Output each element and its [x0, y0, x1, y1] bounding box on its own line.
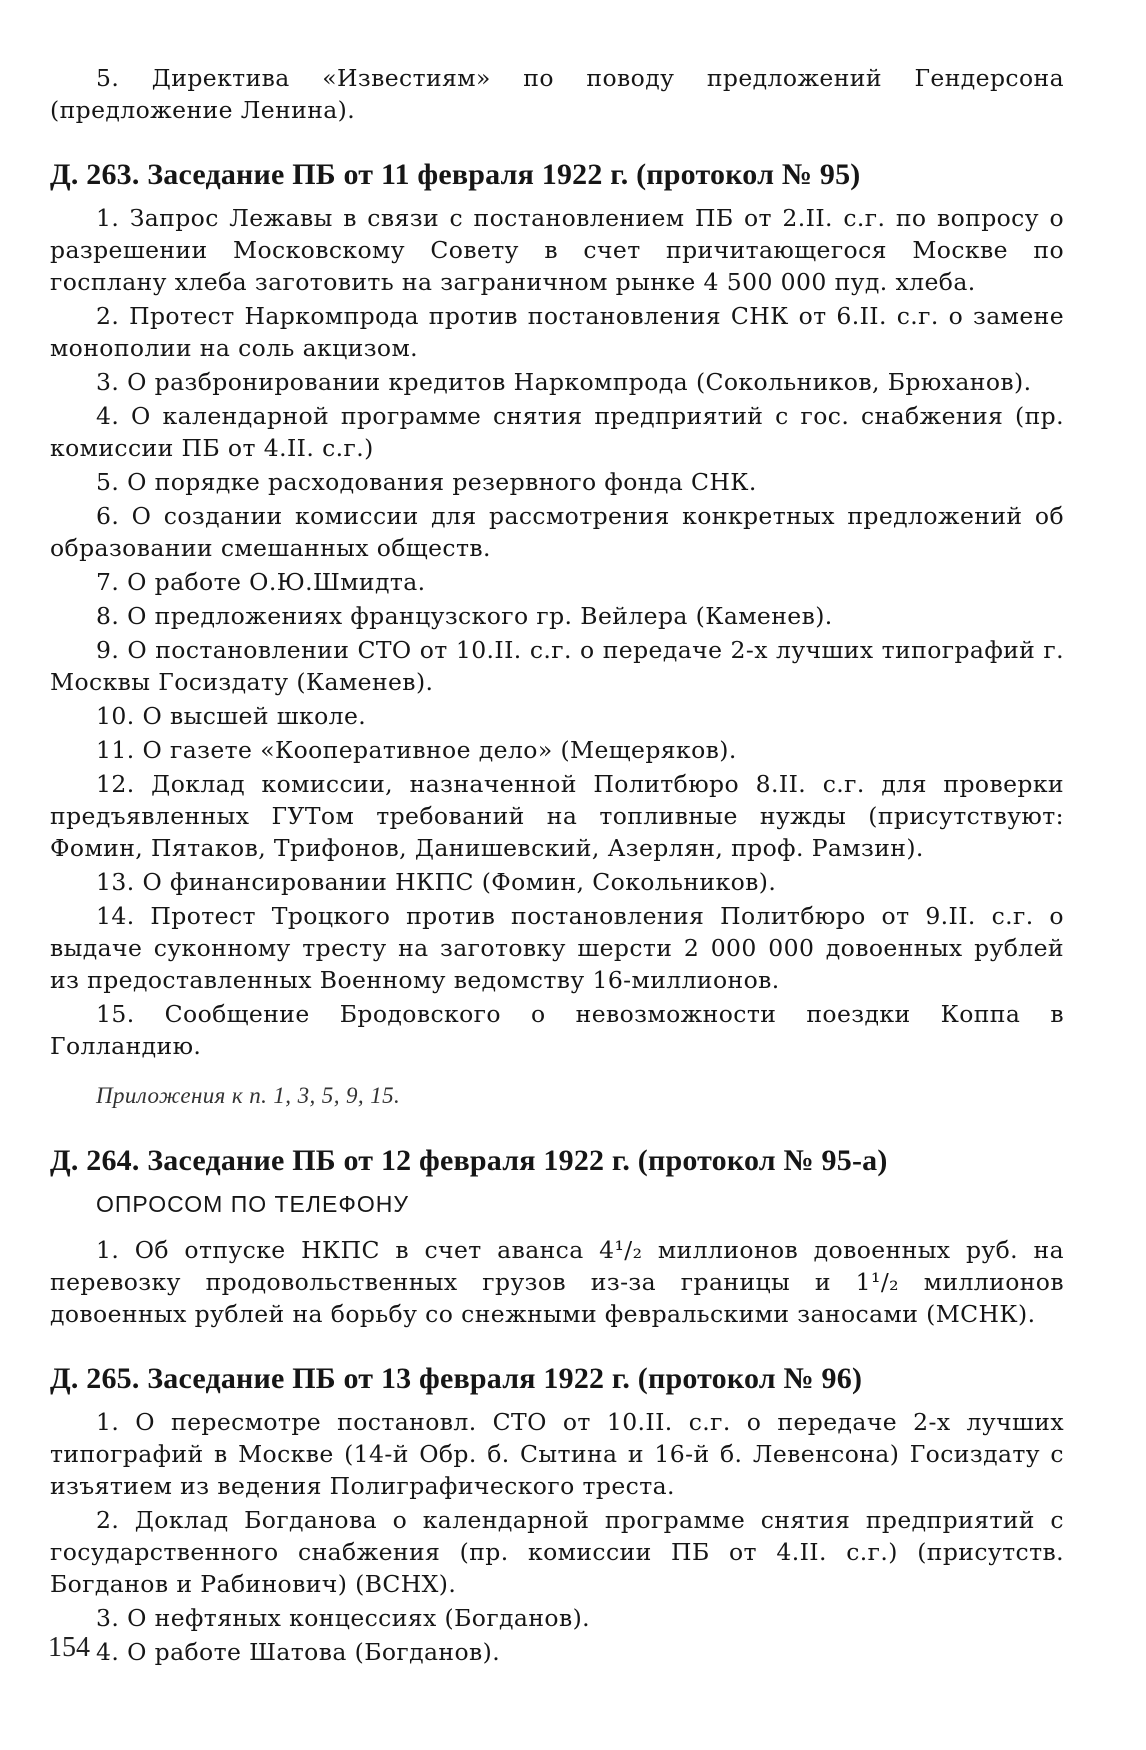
list-item: 7. О работе О.Ю.Шмидта. [96, 568, 426, 596]
list-item: 1. Об отпуске НКПС в счет аванса 4¹/₂ миллионов довоенных руб. на перевозку продовольственных грузов из-за границы и 1¹/₂ миллионов довоенных рублей на борьбу со снежными февральскими заносами (МСНК). [50, 1236, 1064, 1328]
list-item: 4. О работе Шатова (Богданов). [96, 1638, 501, 1666]
document-page [50, 62, 1064, 1668]
list-item: 14. Протест Троцкого против постановления Политбюро от 9.II. с.г. о выдаче суконному тресту на заготовку шерсти 2 000 000 довоенных рублей из предоставленных Военному ведомству 16-миллионов. [50, 902, 1064, 994]
section-heading: Д. 265. Заседание ПБ от 13 февраля 1922 г. (протокол № 96) [50, 1362, 863, 1395]
section-heading: Д. 263. Заседание ПБ от 11 февраля 1922 г. (протокол № 95) [50, 158, 861, 191]
page-number: 154 [48, 1632, 90, 1663]
list-item: 12. Доклад комиссии, назначенной Политбюро 8.II. с.г. для проверки предъявленных ГУТом требований на топливные нужды (присутствуют: Фомин, Пятаков, Трифонов, Данишевский, Азерлян, проф. Рамзин). [50, 770, 1064, 862]
section-d264 [50, 1142, 1064, 1330]
list-item: 9. О постановлении СТО от 10.II. с.г. о передаче 2-х лучших типографий г. Москвы Госиздату (Каменев). [50, 636, 1064, 696]
section-d265 [50, 1360, 1064, 1668]
section-d263 [50, 156, 1064, 1112]
appendix-note: Приложения к п. 1, 3, 5, 9, 15. [96, 1083, 401, 1108]
list-item: 8. О предложениях французского гр. Вейлера (Каменев). [96, 602, 833, 630]
list-item: 2. Доклад Богданова о календарной программе снятия предприятий с государственного снабжения (пр. комиссии ПБ от 4.II. с.г.) (присутств. Богданов и Рабинович) (ВСНХ). [50, 1506, 1064, 1598]
list-item: 3. О разбронировании кредитов Наркомпрода (Сокольников, Брюханов). [96, 368, 1032, 396]
list-item: 15. Сообщение Бродовского о невозможности поездки Коппа в Голландию. [50, 1000, 1064, 1060]
list-item: 4. О календарной программе снятия предприятий с гос. снабжения (пр. комиссии ПБ от 4.II. с.г.) [50, 402, 1064, 462]
list-item: 2. Протест Наркомпрода против постановления СНК от 6.II. с.г. о замене монополии на соль акцизом. [50, 302, 1064, 362]
section-subheading: ОПРОСОМ ПО ТЕЛЕФОНУ [96, 1191, 409, 1217]
list-item: 13. О финансировании НКПС (Фомин, Сокольников). [96, 868, 777, 896]
list-item: 1. О пересмотре постановл. СТО от 10.II. с.г. о передаче 2-х лучших типографий в Москве (14-й Обр. б. Сытина и 16-й б. Левенсона) Госиздату с изъятием из ведения Полиграфического треста. [50, 1408, 1064, 1500]
list-item: 11. О газете «Кооперативное дело» (Мещеряков). [96, 736, 737, 764]
list-item: 5. О порядке расходования резервного фонда СНК. [96, 468, 757, 496]
section-heading: Д. 264. Заседание ПБ от 12 февраля 1922 г. (протокол № 95-а) [50, 1144, 888, 1177]
list-item: 3. О нефтяных концессиях (Богданов). [96, 1604, 591, 1632]
list-item: 1. Запрос Лежавы в связи с постановлением ПБ от 2.II. с.г. по вопросу о разрешении Московскому Совету в счет причитающегося Москве по госплану хлеба заготовить на заграничном рынке 4 500 000 пуд. хлеба. [50, 204, 1064, 296]
intro-paragraph: 5. Директива «Известиям» по поводу предложений Гендерсона (предложение Ленина). [50, 64, 1064, 124]
list-item: 6. О создании комиссии для рассмотрения конкретных предложений об образовании смешанных обществ. [50, 502, 1064, 562]
list-item: 10. О высшей школе. [96, 702, 367, 730]
